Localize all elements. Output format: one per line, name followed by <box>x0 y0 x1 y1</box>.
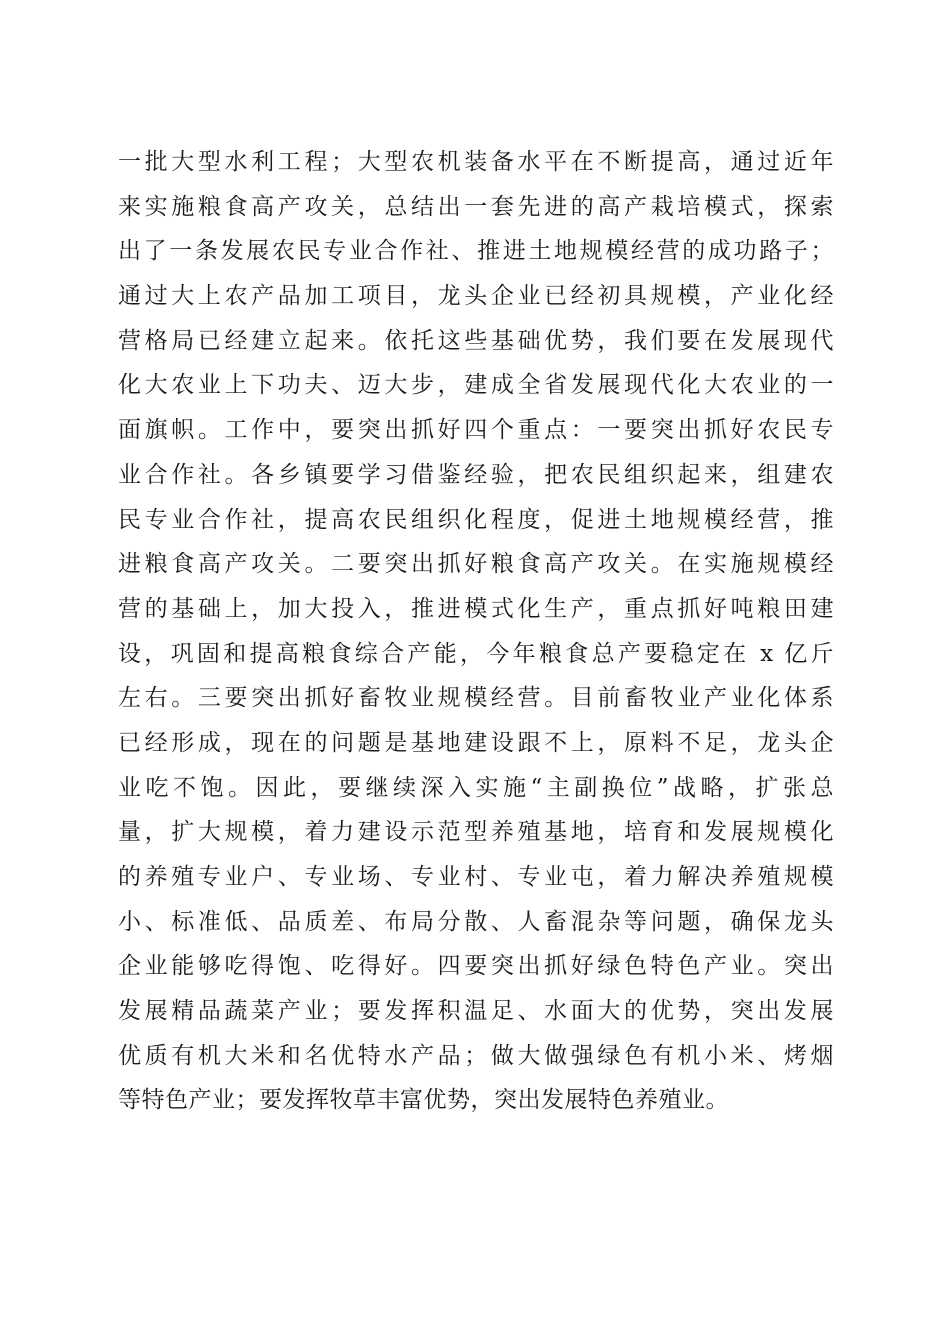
text-line: 通过大上农产品加工项目，龙头企业已经初具规模，产业化经 <box>118 283 834 310</box>
text-line: 营的基础上，加大投入，推进模式化生产，重点抓好吨粮田建 <box>118 595 834 622</box>
text-line: 企业能够吃得饱、吃得好。四要突出抓好绿色特色产业。突出 <box>118 953 834 980</box>
text-line: 等特色产业；要发挥牧草丰富优势，突出发展特色养殖业。 <box>118 1087 729 1114</box>
text-line: 优质有机大米和名优特水产品；做大做强绿色有机小米、烤烟 <box>118 1042 834 1069</box>
text-line: 化大农业上下功夫、迈大步，建成全省发展现代化大农业的一 <box>118 372 834 399</box>
text-line: 的养殖专业户、专业场、专业村、专业屯，着力解决养殖规模 <box>118 864 834 890</box>
text-line: 小、标准低、品质差、布局分散、人畜混杂等问题，确保龙头 <box>118 908 834 935</box>
text-line: 量，扩大规模，着力建设示范型养殖基地，培育和发展规模化 <box>118 819 834 846</box>
text-line: 发展精品蔬菜产业；要发挥积温足、水面大的优势，突出发展 <box>118 998 834 1025</box>
text-line: 一批大型水利工程；大型农机装备水平在不断提高，通过近年 <box>118 149 834 175</box>
text-line: 来实施粮食高产攻关，总结出一套先进的高产栽培模式，探索 <box>118 193 834 220</box>
text-line: 业吃不饱。因此，要继续深入实施“主副换位”战略，扩张总 <box>118 774 834 801</box>
text-line: 业合作社。各乡镇要学习借鉴经验，把农民组织起来，组建农 <box>118 461 834 488</box>
text-line: 设，巩固和提高粮食综合产能，今年粮食总产要稳定在 x 亿斤 <box>118 640 834 667</box>
text-line: 面旗帜。工作中，要突出抓好四个重点：一要突出抓好农民专 <box>118 417 834 444</box>
text-line: 左右。三要突出抓好畜牧业规模经营。目前畜牧业产业化体系 <box>118 685 834 712</box>
text-line: 营格局已经建立起来。依托这些基础优势，我们要在发展现代 <box>118 327 834 354</box>
text-line: 出了一条发展农民专业合作社、推进土地规模经营的成功路子； <box>118 238 834 265</box>
text-line: 民专业合作社，提高农民组织化程度，促进土地规模经营，推 <box>118 506 834 533</box>
text-line: 进粮食高产攻关。二要突出抓好粮食高产攻关。在实施规模经 <box>118 551 834 578</box>
body-paragraph <box>118 140 834 1123</box>
text-line: 已经形成，现在的问题是基地建设跟不上，原料不足，龙头企 <box>118 729 834 756</box>
